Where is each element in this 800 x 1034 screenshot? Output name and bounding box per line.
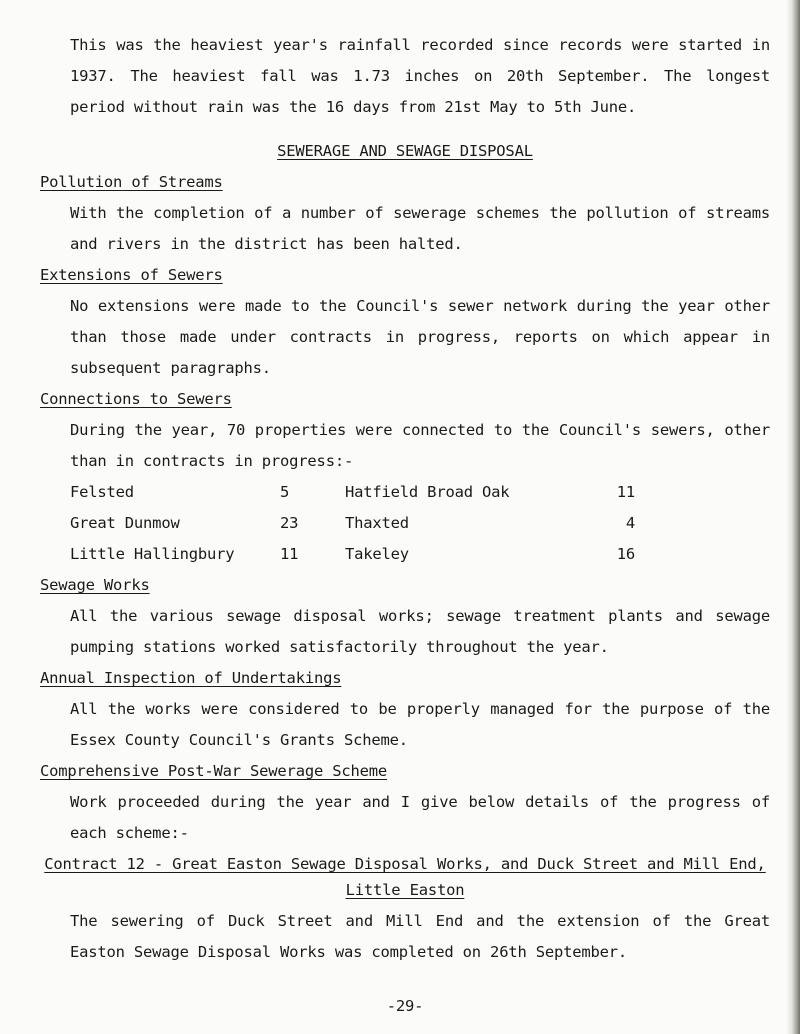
- connections-heading: [40, 384, 770, 415]
- section-title: [40, 136, 770, 167]
- table-cell-count: 11: [616, 483, 635, 501]
- comprehensive-heading-text: Comprehensive Post-War Sewerage Scheme: [40, 762, 388, 780]
- sewage-works-heading: [40, 570, 770, 601]
- table-cell-place: Hatfield Broad Oak: [345, 483, 510, 501]
- connections-paragraph: During the year, 70 properties were connected to the Council's sewers, other than in contracts in progress:-: [70, 421, 780, 470]
- table-cell-place: Takeley: [345, 545, 409, 563]
- contract-12-heading: [40, 849, 770, 900]
- sewage-works-paragraph: All the various sewage disposal works; sewage treatment plants and sewage pumping stations worked satisfactorily throughout the year.: [70, 607, 780, 656]
- document-page: [40, 30, 780, 1022]
- comprehensive-paragraph: Work proceeded during the year and I give below details of the progress of each scheme:-: [70, 793, 780, 842]
- extensions-heading-text: Extensions of Sewers: [40, 266, 223, 284]
- contract-12-heading-line2: Little Easton: [345, 881, 465, 899]
- sewage-works-heading-text: Sewage Works: [40, 576, 150, 594]
- pollution-heading: [40, 167, 770, 198]
- table-cell-count: 5: [280, 483, 290, 501]
- rainfall-paragraph: This was the heaviest year's rainfall recorded since records were started in 1937. The heaviest fall was 1.73 inches on 20th September. The longest period without rain was the 16 days from 21st May to 5th June.: [70, 36, 780, 116]
- inspection-heading: [40, 663, 770, 694]
- extensions-paragraph: No extensions were made to the Council's sewer network during the year other than those made under contracts in progress, reports on which appear in subsequent paragraphs.: [70, 297, 780, 377]
- connections-heading-text: Connections to Sewers: [40, 390, 232, 408]
- table-cell-place: Felsted: [70, 483, 134, 501]
- table-cell-place: Great Dunmow: [70, 514, 180, 532]
- table-cell-count: 16: [616, 545, 635, 563]
- comprehensive-heading: [40, 756, 770, 787]
- inspection-heading-text: Annual Inspection of Undertakings: [40, 669, 342, 687]
- contract-12-heading-line1: Contract 12 - Great Easton Sewage Disposal Works, and Duck Street and Mill End,: [44, 855, 766, 873]
- table-cell-place: Little Hallingbury: [70, 545, 235, 563]
- extensions-heading: [40, 260, 770, 291]
- pollution-heading-text: Pollution of Streams: [40, 173, 223, 191]
- connections-table: [70, 477, 770, 570]
- contract-12-paragraph: The sewering of Duck Street and Mill End and the extension of the Great Easton Sewage Disposal Works was completed on 26th September.: [70, 912, 780, 961]
- pollution-paragraph: With the completion of a number of sewerage schemes the pollution of streams and rivers in the district has been halted.: [70, 204, 780, 253]
- table-cell-count: 4: [625, 514, 635, 532]
- inspection-paragraph: All the works were considered to be properly managed for the purpose of the Essex County Council's Grants Scheme.: [70, 700, 780, 749]
- page-edge-shadow: [786, 0, 800, 1034]
- table-cell-count: 11: [280, 545, 299, 563]
- table-cell-place: Thaxted: [345, 514, 409, 532]
- table-cell-count: 23: [280, 514, 299, 532]
- section-title-text: SEWERAGE AND SEWAGE DISPOSAL: [277, 142, 533, 160]
- page-number: -29-: [386, 997, 424, 1015]
